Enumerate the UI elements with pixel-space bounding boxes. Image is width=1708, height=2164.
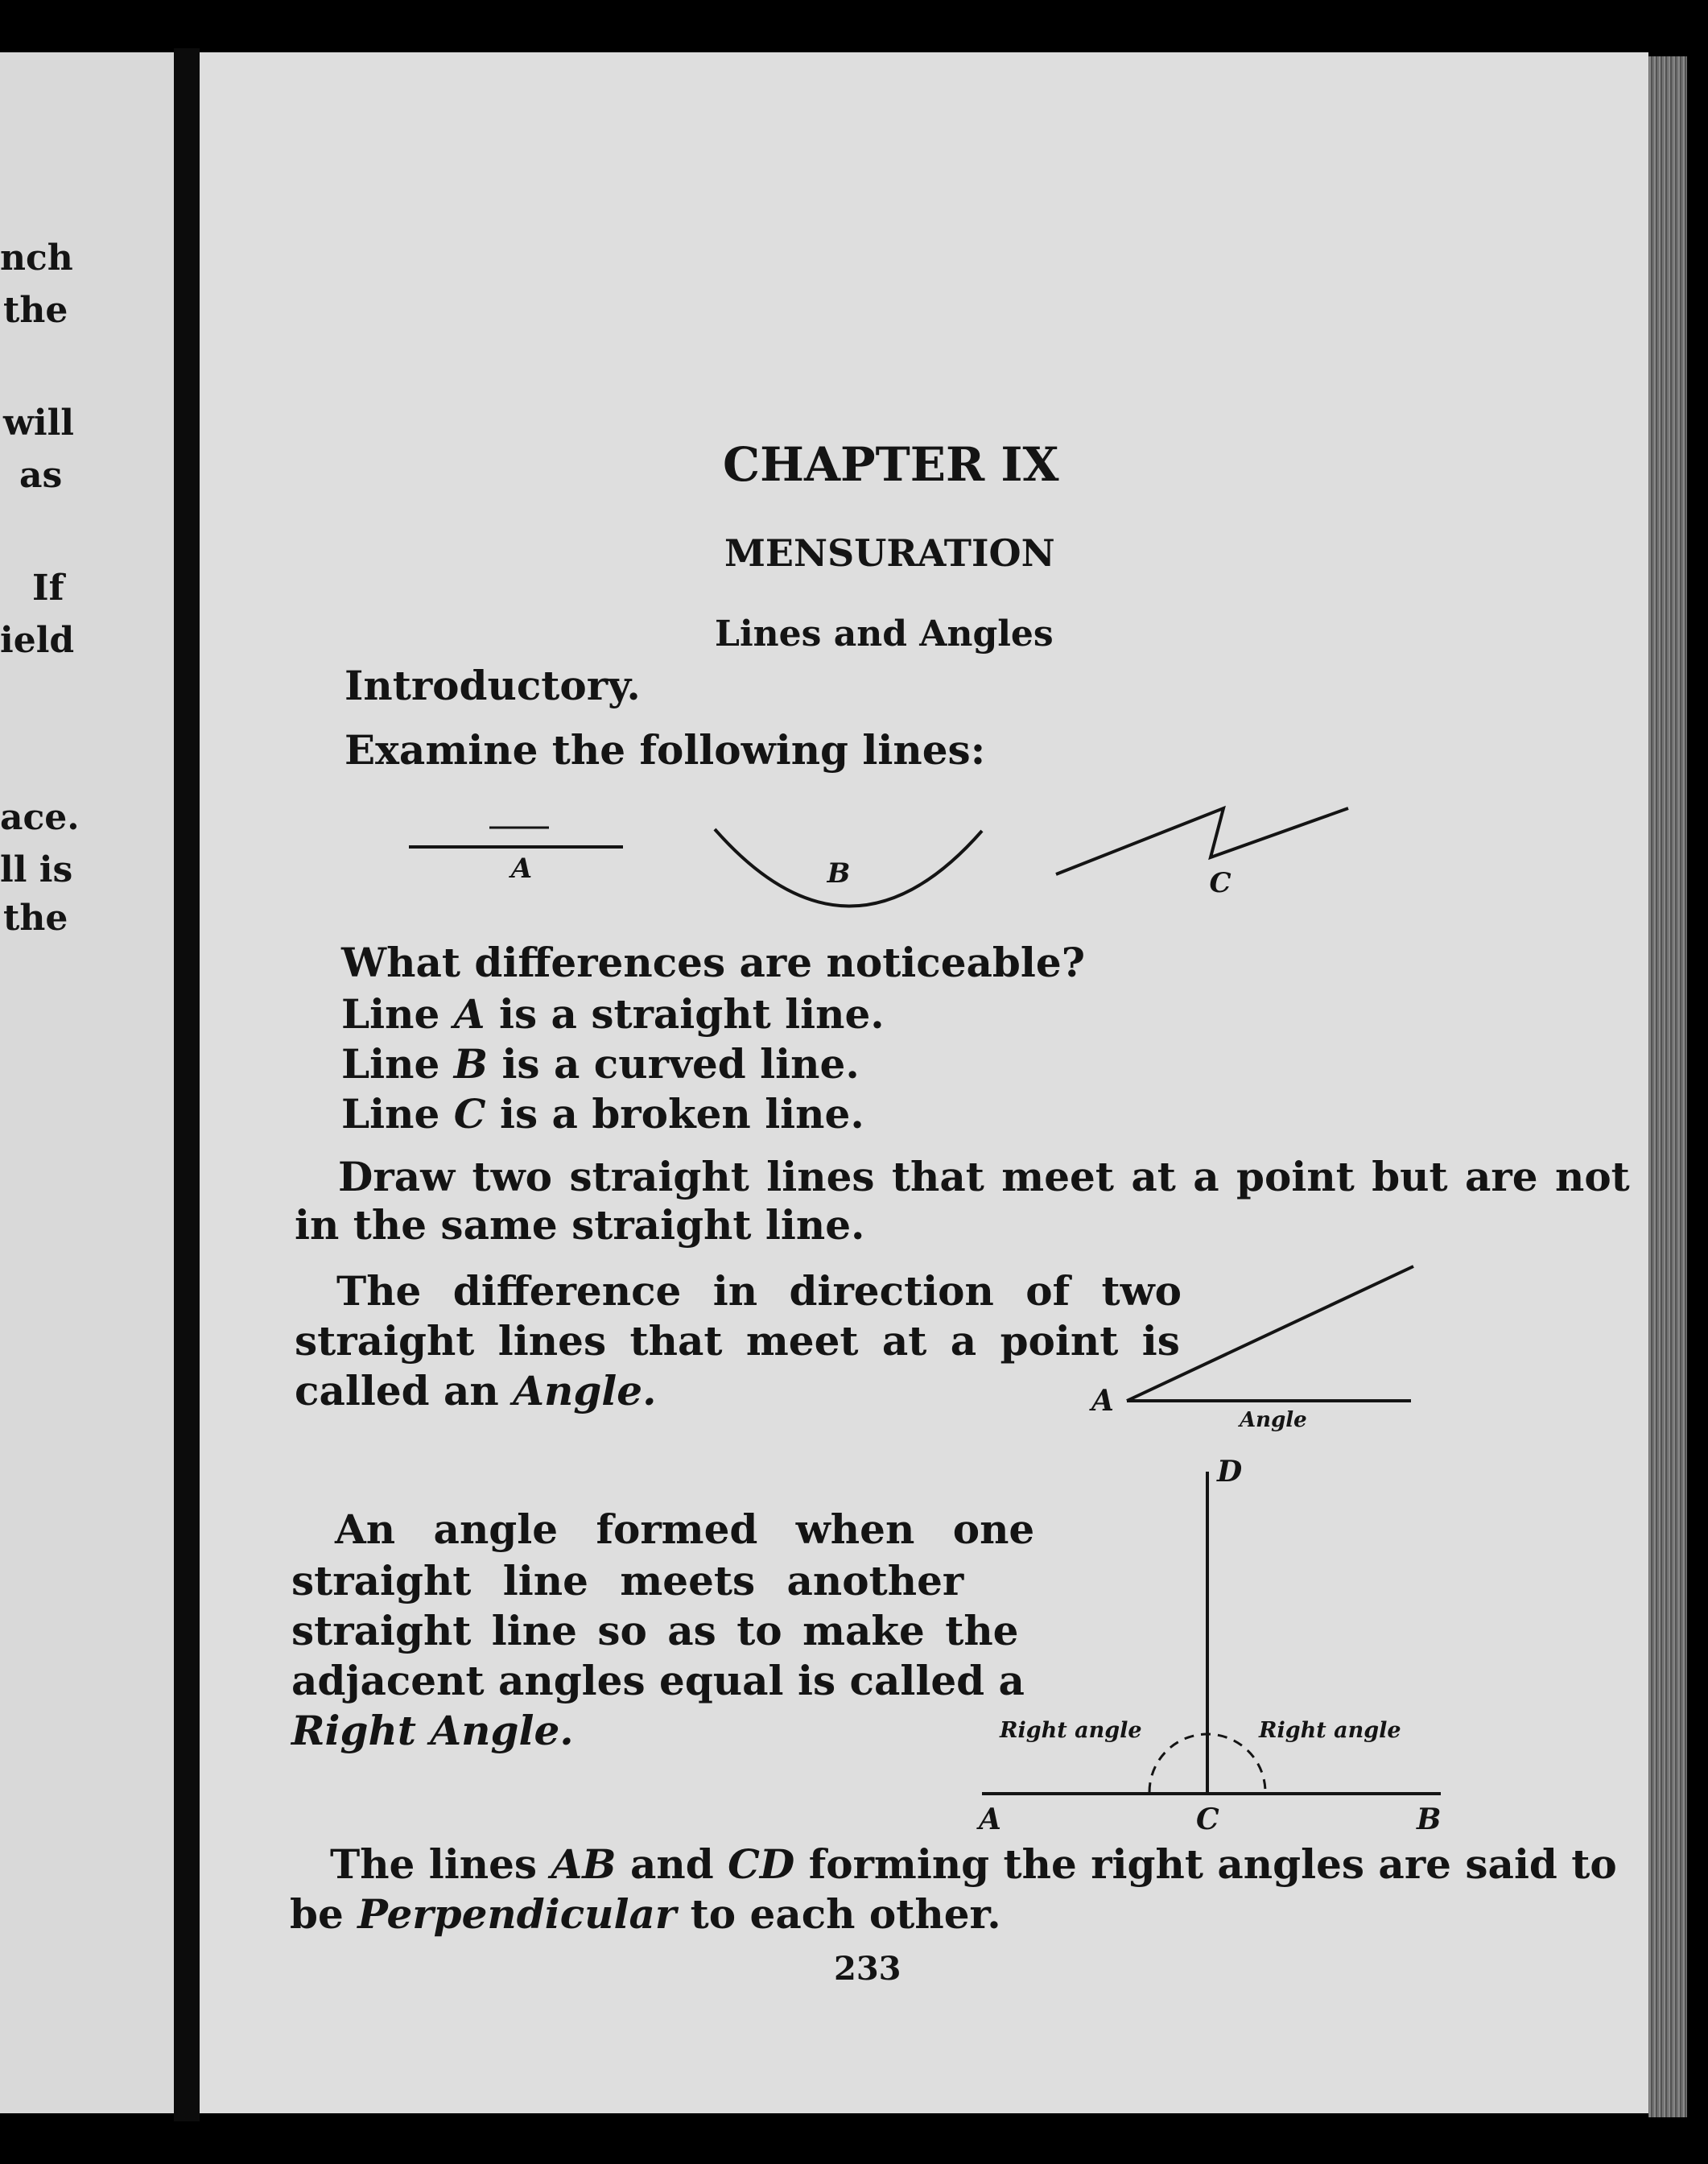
- label-c: C: [1196, 1803, 1219, 1836]
- right-angle-caption-left: Right angle: [1000, 1718, 1142, 1743]
- right-angle-caption-right: Right angle: [1259, 1718, 1401, 1743]
- left-page: [0, 52, 174, 2113]
- label-c: C: [1209, 867, 1231, 899]
- angle-rising-line: [1127, 1266, 1413, 1401]
- subsection-title: Lines and Angles: [715, 613, 1054, 655]
- right-angle-def-line5: Right Angle.: [291, 1707, 574, 1754]
- label-a: A: [510, 853, 533, 885]
- page-number: 233: [834, 1950, 901, 1988]
- line-c: [1056, 808, 1348, 874]
- line-c-text: Line C is a broken line.: [341, 1090, 864, 1138]
- angle-def-line3: called an Angle.: [295, 1367, 657, 1414]
- angle-figure: [1079, 1248, 1449, 1441]
- left-fragment: the: [3, 290, 68, 331]
- draw-instruction-line1: Draw two straight lines that meet at a point but are not: [338, 1153, 1630, 1200]
- left-fragment: the: [3, 898, 68, 939]
- draw-instruction-line2: in the same straight line.: [295, 1201, 865, 1249]
- angle-def-line2: straight lines that meet at a point is: [295, 1317, 1180, 1365]
- left-fragment: If: [32, 568, 64, 609]
- angle-def-line1: The difference in direction of two: [336, 1267, 1182, 1315]
- perpendicular-line1: The lines AB and CD forming the right angles are said to: [330, 1840, 1617, 1888]
- right-angle-def-line1: An angle formed when one: [335, 1505, 1035, 1553]
- chapter-heading: CHAPTER IX: [723, 437, 1059, 492]
- label-a: A: [979, 1803, 1001, 1836]
- left-fragment: as: [19, 455, 63, 496]
- right-angle-figure: [966, 1449, 1465, 1836]
- right-angle-def-line2: straight line meets another: [291, 1557, 964, 1604]
- book-gutter: [174, 48, 200, 2121]
- right-angle-def-line4: adjacent angles equal is called a: [291, 1657, 1025, 1704]
- left-fragment: will: [3, 403, 75, 444]
- right-angle-def-line3: straight line so as to make the: [291, 1607, 1019, 1654]
- lines-figure: [386, 797, 1376, 926]
- page-edge: [1648, 56, 1687, 2117]
- angle-caption: Angle: [1240, 1408, 1307, 1432]
- label-b: B: [827, 857, 851, 890]
- intro-text: Introductory.: [344, 662, 641, 709]
- angle-vertex-label: A: [1091, 1384, 1114, 1418]
- left-fragment: ield: [0, 620, 75, 661]
- line-b-text: Line B is a curved line.: [341, 1040, 860, 1088]
- label-b: B: [1417, 1803, 1442, 1836]
- line-a-text: Line A is a straight line.: [341, 990, 885, 1038]
- examine-text: Examine the following lines:: [344, 726, 986, 774]
- left-fragment: nch: [0, 237, 73, 279]
- question-text: What differences are noticeable?: [341, 939, 1085, 986]
- label-d: D: [1217, 1455, 1243, 1489]
- left-fragment: ll is: [0, 849, 73, 890]
- section-title: MENSURATION: [724, 531, 1055, 575]
- left-fragment: ace.: [0, 797, 80, 838]
- perpendicular-line2: be Perpendicular to each other.: [290, 1890, 1001, 1938]
